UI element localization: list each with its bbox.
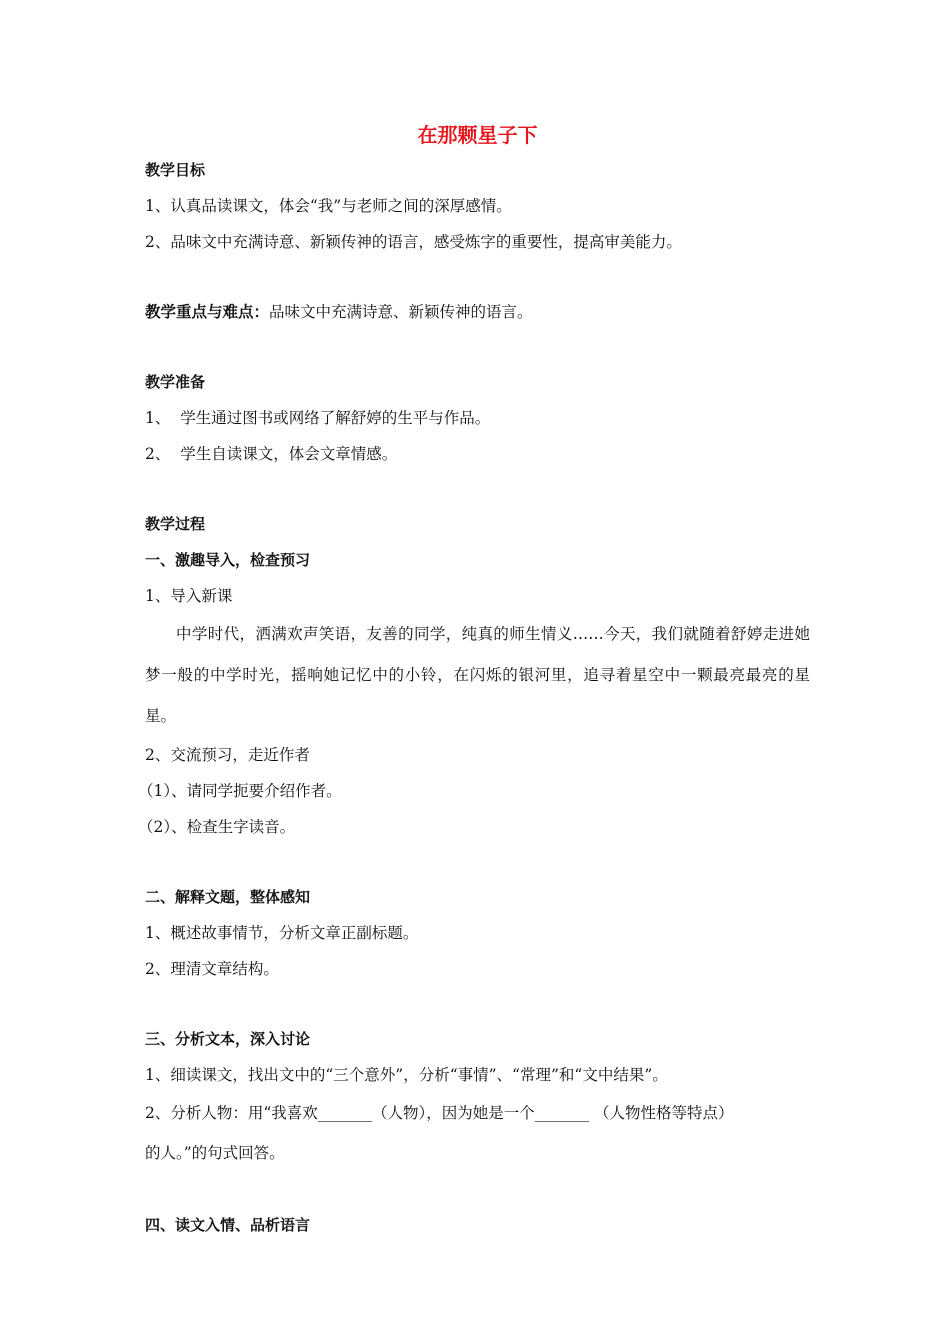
document-title: 在那颗星子下 [417, 123, 538, 147]
document-page [138, 118, 810, 1243]
section4-heading: 四、读文入情、品析语言 [145, 1216, 311, 1234]
section1-item2: 2、交流预习，走近作者 [145, 746, 310, 764]
goals-heading: 教学目标 [145, 161, 206, 179]
section1-item1: 1、导入新课 [145, 587, 233, 605]
section1-sub1: （1）、请同学扼要介绍作者。 [138, 782, 342, 800]
section3-item2-line1: 2、分析人物：用“我喜欢_______（人物），因为她是一个_______ （人物性格等特点） [145, 1104, 734, 1122]
section1-heading: 一、激趣导入，检查预习 [145, 551, 311, 569]
section3-heading: 三、分析文本，深入讨论 [145, 1030, 311, 1048]
section3-item2-line2: 的人。”的句式回答。 [145, 1144, 285, 1162]
section2-item2: 2、理清文章结构。 [145, 960, 279, 978]
spacer [145, 987, 810, 1021]
process-heading: 教学过程 [145, 515, 206, 533]
spacer [145, 330, 810, 364]
prep-heading: 教学准备 [145, 373, 206, 391]
section3-item1: 1、细读课文，找出文中的“三个意外”，分析“事情”、“常理”和“文中结果”。 [145, 1066, 668, 1084]
focus-label: 教学重点与难点： [145, 303, 270, 321]
section2-item1: 1、概述故事情节，分析文章正副标题。 [145, 924, 419, 942]
goal-item-2: 2、品味文中充满诗意、新颖传神的语言，感受炼字的重要性，提高审美能力。 [145, 233, 682, 251]
focus-text: 品味文中充满诗意、新颖传神的语言。 [269, 303, 533, 321]
intro-paragraph: 中学时代，洒满欢声笑语，友善的同学，纯真的师生情义……今天，我们就随着舒婷走进她梦一般的中学时光，摇响她记忆中的小铃，在闪烁的银河里，追寻着星空中一颗最亮最亮的星星。 [145, 625, 810, 725]
prep-item-2: 2、 学生自读课文，体会文章情感。 [145, 445, 398, 463]
spacer [145, 1173, 810, 1207]
spacer [145, 472, 810, 506]
prep-item-1: 1、 学生通过图书或网络了解舒婷的生平与作品。 [145, 409, 491, 427]
spacer [145, 260, 810, 294]
section2-heading: 二、解释文题，整体感知 [145, 888, 311, 906]
goal-item-1: 1、认真品读课文，体会“我”与老师之间的深厚感情。 [145, 197, 512, 215]
focus-line [145, 294, 810, 330]
spacer [145, 845, 810, 879]
section1-sub2: （2）、检查生字读音。 [138, 818, 296, 836]
